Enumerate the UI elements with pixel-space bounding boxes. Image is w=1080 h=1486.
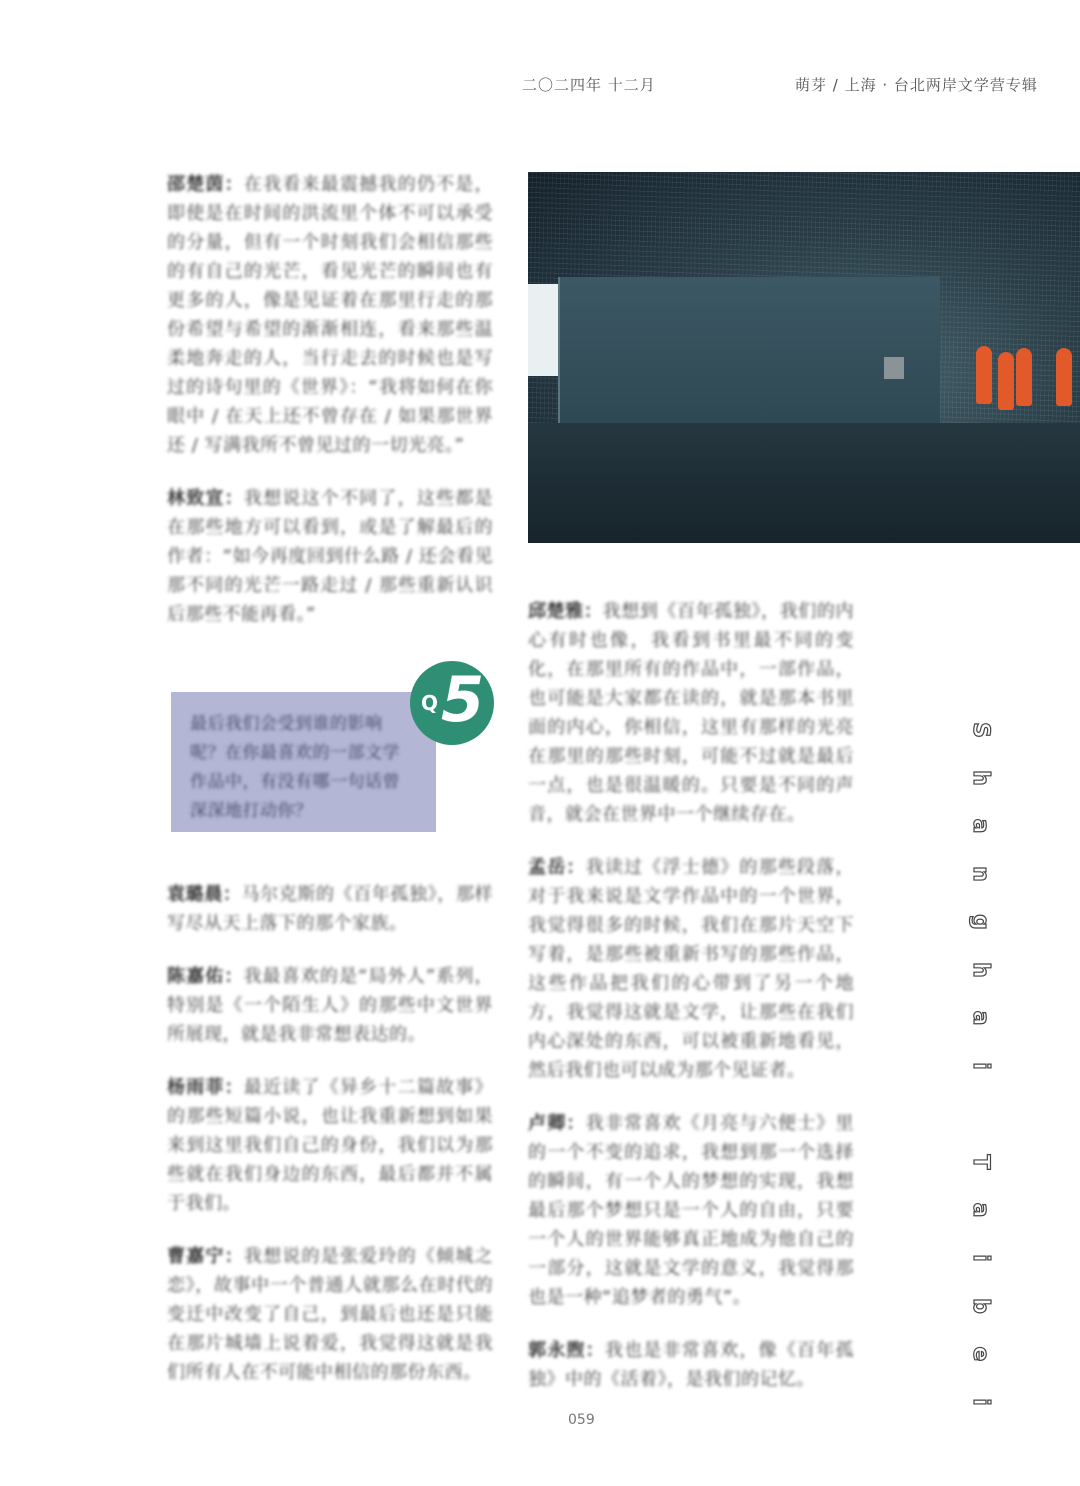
answer-text: 我想说的是张爱玲的《倾城之恋》，故事中一个普通人就那么在时代的变迁中改变了自己，到最后也还是只能在那片城墙上说着爱，我觉得这就是我们所有人在不可能中相信的那份东西。: [167, 1246, 493, 1383]
speaker-name: 曹嘉宁：: [167, 1246, 244, 1267]
photo-floor: [528, 423, 1080, 543]
vertical-letter: S: [968, 722, 993, 738]
photo-figure: [976, 346, 992, 404]
question-label: Q: [421, 691, 439, 715]
speaker-name: 卢卿：: [528, 1113, 586, 1134]
question-number: 5: [441, 663, 485, 736]
question-number-badge: [410, 661, 494, 745]
speaker-name: 杨雨菲：: [167, 1077, 244, 1098]
magazine-section-title: 萌芽 / 上海 · 台北两岸文学营专辑: [795, 76, 1038, 94]
speaker-name: 陈嘉佑：: [167, 966, 244, 987]
speaker-name: 郭永煦：: [528, 1340, 605, 1361]
answer-text: 在我看来最震撼我的仍不是，即使是在时间的洪流里个体不可以承受的分量，但有一个时刻我们会相信那些的有自己的光芒，看见光芒的瞬间也有更多的人，像是见证着在那里行走的那份希望与希望的渐渐相连，看来那些温柔地奔走的人，当行走去的时候也是写过的诗句里的《世界》：“我将如何在你眼中 / 在天上还不曾存在 / 如果那世界还 / 写满我所不曾见过的一切光亮。”: [167, 174, 493, 456]
answer-text: 我也是非常喜欢，像《百年孤独》中的《活着》，是我们的记忆。: [528, 1340, 854, 1390]
interview-answer: [167, 484, 493, 629]
vertical-letter: T: [968, 1154, 993, 1170]
vertical-letter: i: [968, 1062, 993, 1070]
vertical-letter: a: [968, 1202, 993, 1218]
question-text: 最后我们会受到谁的影响呢？在你最喜欢的一部文学作品中，有没有哪一句话曾深深地打动你？: [190, 714, 400, 821]
vertical-letter: g: [968, 914, 993, 930]
speaker-name: 邵楚茵：: [167, 174, 244, 195]
vertical-letter: h: [968, 962, 993, 978]
speaker-name: 袁璐晨：: [167, 884, 242, 905]
interview-answer: [528, 597, 854, 829]
vertical-city-title: [965, 706, 995, 1426]
interview-answer: [528, 1336, 854, 1394]
interview-answer: [528, 853, 854, 1085]
photo-figure: [1016, 348, 1032, 406]
vertical-letter: i: [968, 1254, 993, 1262]
answer-text: 我非常喜欢《月亮与六便士》里的一个不变的追求，我想到那一个选择的瞬间，有一个人的梦想的实现，我想最后那个梦想只是一个人的自由，只要一个人的世界能够真正地成为他自己的一部分，这就是文学的意义，我觉得那也是一种“追梦者的勇气”。: [528, 1113, 854, 1308]
left-column-bottom: [167, 880, 493, 1411]
vertical-letter: i: [968, 1398, 993, 1406]
vertical-letter: [956, 1099, 1004, 1129]
photo-box: [884, 357, 904, 379]
photo-figure: [998, 352, 1014, 410]
page-number: 059: [568, 1412, 595, 1428]
vertical-letter: e: [968, 1346, 993, 1362]
vertical-letter: a: [968, 818, 993, 834]
speaker-name: 邱楚雅：: [528, 601, 603, 622]
interview-answer: [167, 170, 493, 460]
speaker-name: 孟岳：: [528, 857, 586, 878]
speaker-name: 林致宣：: [167, 488, 244, 509]
answer-text: 我想到《百年孤独》，我们的内心有时也像，我看到书里最不同的变化，在那里所有的作品中，一部作品，也可能是大家都在读的，就是那本书里面的内心，你相信，这里有那样的光亮在那里的那些时刻，可能不过就是最后一点，也是很温暖的。只要是不同的声音，就会在世界中一个继续存在。: [528, 601, 855, 825]
vertical-letter: a: [968, 1010, 993, 1026]
interview-answer: [167, 1242, 493, 1387]
interview-answer: [528, 1109, 854, 1312]
photo-room-wall: [558, 277, 940, 427]
answer-text: 我最喜欢的是“局外人”系列，特别是《一个陌生人》的那些中文世界所展现，就是我非常想表达的。: [167, 966, 493, 1045]
interview-answer: [167, 1073, 493, 1218]
question-box: [171, 691, 439, 832]
answer-text: 我读过《浮士德》的那些段落，对于我来说是文学作品中的一个世界，我觉得很多的时候，我们在那片天空下写着，是那些被重新书写的那些作品，这些作品把我们的心带到了另一个地方，我觉得这就是文学，让那些在我们内心深处的东西，可以被重新地看见，然后我们也可以成为那个见证者。: [528, 857, 854, 1081]
answer-text: 马尔克斯的《百年孤独》，那样写尽从天上落下的那个家族。: [167, 884, 494, 934]
photo-light-door: [528, 284, 558, 376]
answer-text: 我想说这个不同了，这些都是在那些地方可以看到，或是了解最后的作者：“如今再度回到什么路 / 还会看见那不同的光芒一路走过 / 那些重新认识后那些不能再看。”: [167, 488, 493, 625]
vertical-letter: b: [968, 1298, 993, 1314]
issue-date: 二〇二四年 十二月: [522, 76, 656, 94]
right-column: [528, 597, 854, 1418]
interview-answer: [167, 962, 493, 1049]
photo-figure: [1056, 348, 1072, 406]
interview-answer: [167, 880, 493, 938]
answer-text: 最近读了《异乡十二篇故事》的那些短篇小说，也让我重新想到如果来到这里我们自己的身份，我们以为那些就在我们身边的东西，最后都并不属于我们。: [167, 1077, 493, 1214]
feature-photo: [528, 172, 1080, 543]
vertical-letter: h: [968, 770, 993, 786]
left-column-top: [167, 170, 493, 653]
vertical-letter: n: [968, 866, 993, 882]
